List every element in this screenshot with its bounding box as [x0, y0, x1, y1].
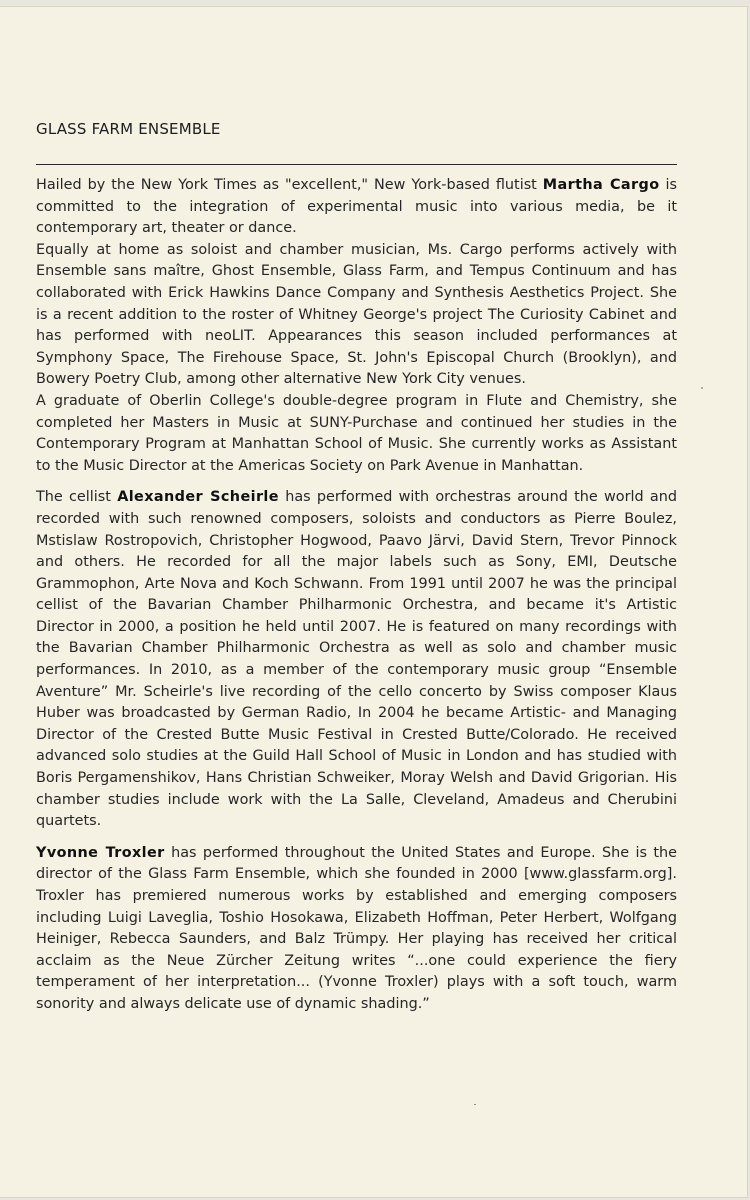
paper-speck	[701, 387, 703, 389]
scheirle-bio-intro: The cellist	[36, 489, 118, 506]
page-title: GLASS FARM ENSEMBLE	[36, 120, 221, 138]
scheirle-bio-paragraph	[36, 487, 677, 833]
cargo-bio-intro: Hailed by the New York Times as "excellent," New York-based flutist	[36, 177, 543, 193]
troxler-bio-text: has performed throughout the United States and Europe. She is the director of the Glass Farm Ensemble, which she founded in 2000 [www.glassfarm.org]. Troxler has premiered numerous works by established and emerging composers including Luigi Laveglia, Toshio Hosokawa, Elizabeth Hoffman, Peter Herbert, Wolfgang Heiniger, Rebecca Saunders, and Balz Trümpy. Her playing has received her critical acclaim as the Neue Zürcher Zeitung writes “...one could experience the fiery temperament of her interpretation... (Yvonne Troxler) plays with a soft touch, warm sonority and always delicate use of dynamic shading.”	[36, 844, 677, 1012]
cargo-bio-text: is committed to the integration of experimental music into various media, be it contemporary art, theater or dance.	[36, 177, 677, 237]
cargo-bio-paragraph-3: A graduate of Oberlin College's double-degree program in Flute and Chemistry, she completed her Masters in Music at SUNY-Purchase and continued her studies in the Contemporary Program at Manhattan School of Music. She currently works as Assistant to the Music Director at the Americas Society on Park Avenue in Manhattan.	[36, 392, 677, 474]
cargo-bio-paragraph-2: Equally at home as soloist and chamber musician, Ms. Cargo performs actively with Ensemble sans maître, Ghost Ensemble, Glass Farm, and Tempus Continuum and has collaborated with Erick Hawkins Dance Company and Synthesis Aesthetics Project. She is a recent addition to the roster of Whitney George's project The Curiosity Cabinet and has performed with neoLIT. Appearances this season included performances at Symphony Space, The Firehouse Space, St. John's Episcopal Church (Brooklyn), and Bowery Poetry Club, among other alternative New York City venues.	[36, 241, 677, 388]
scheirle-bio-text: has performed with orchestras around the world and recorded with such renowned composers, soloists and conductors as Pierre Boulez, Mstislaw Rostropovich, Christopher Hogwood, Paavo Järvi, David Stern, Trevor Pinnock and others. He recorded for all the major labels such as Sony, EMI, Deutsche Grammophon, Arte Nova and Koch Schwann. From 1991 until 2007 he was the principal cellist of the Bavarian Chamber Philharmonic Orchestra, and became it's Artistic Director in 2000, a position he held until 2007. He is featured on many recordings with the Bavarian Chamber Philharmonic Orchestra as well as solo and chamber music performances. In 2010, as a member of the contemporary music group “Ensemble Aventure” Mr. Scheirle's live recording of the cello concerto by Swiss composer Klaus Huber was broadcasted by German Radio, In 2004 he became Artistic- and Managing Director of the Crested Butte Music Festival in Crested Butte/Colorado. He received advanced solo studies at the Guild Hall School of Music in London and has studied with Boris Pergamenshikov, Hans Christian Schweiker, Moray Welsh and David Grigorian. His chamber studies include work with the La Salle, Cleveland, Amadeus and Cherubini quartets.	[36, 489, 677, 830]
performer-name-cargo: Martha Cargo	[542, 177, 660, 193]
bio-text	[36, 175, 677, 1016]
performer-name-scheirle: Alexander Scheirle	[117, 489, 279, 506]
paper-speck	[474, 1104, 476, 1105]
troxler-bio-paragraph	[36, 843, 677, 1016]
cargo-bio-paragraph-1	[36, 175, 677, 240]
performer-name-troxler: Yvonne Troxler	[36, 844, 165, 861]
program-page	[0, 6, 748, 1198]
title-divider	[36, 164, 677, 165]
